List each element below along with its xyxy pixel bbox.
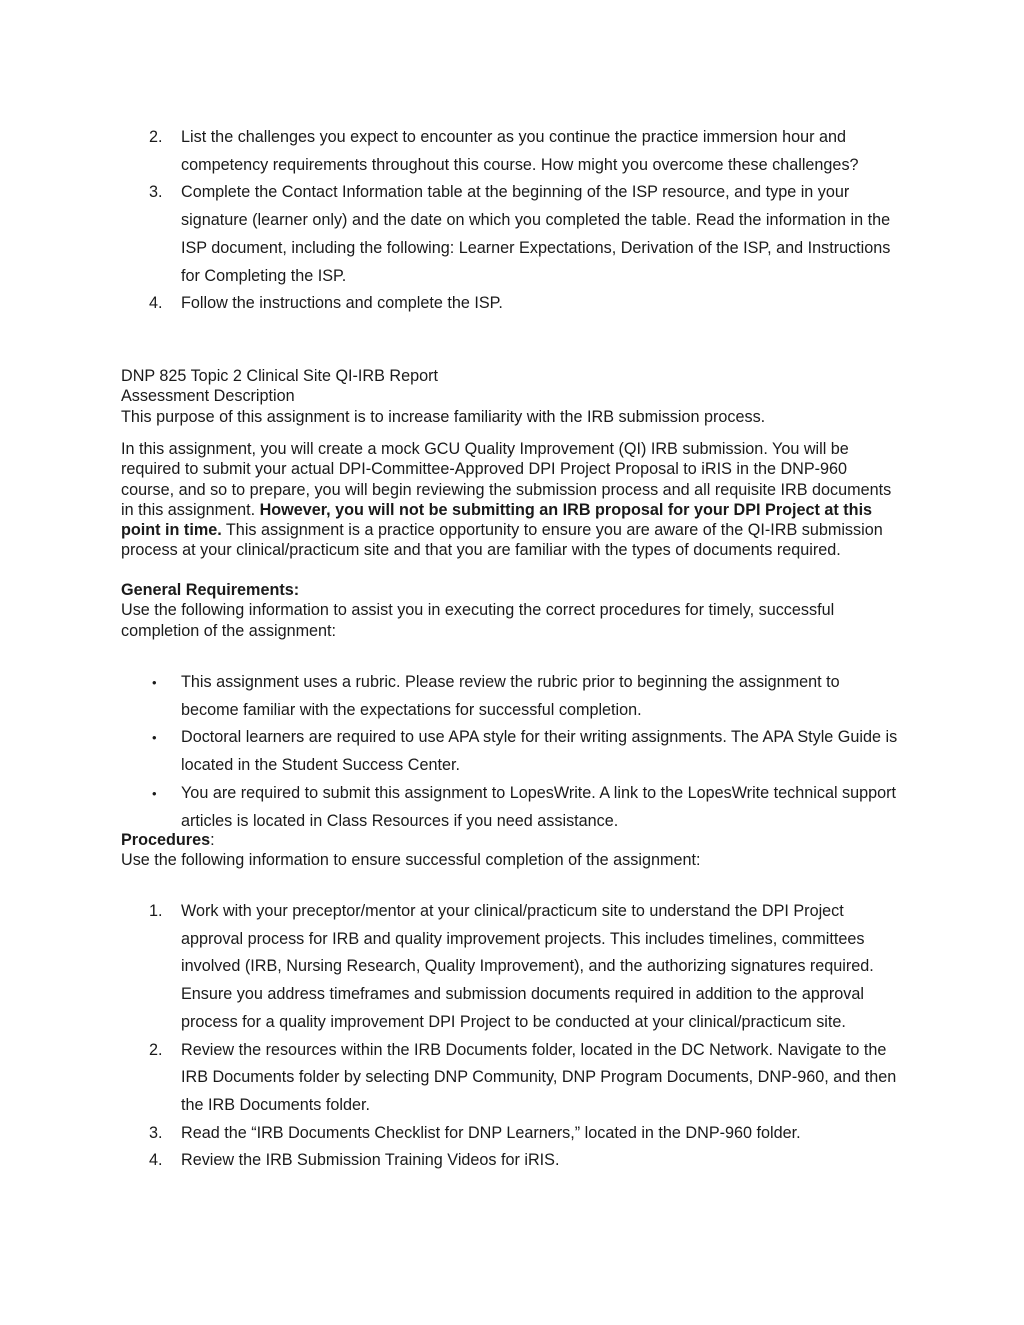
list-item [121, 179, 901, 290]
bullet-text: You are required to submit this assignment to LopesWrite. A link to the LopesWrite technical support articles is located in Class Resources if you need assistance. [181, 783, 897, 830]
intro-paragraph [121, 439, 901, 561]
list-item [121, 1147, 901, 1175]
list-number: 4. [149, 1151, 163, 1170]
list-item-text: Review the resources within the IRB Documents folder, located in the DC Network. Navigate to the IRB Documents folder by selecting DNP Community, DNP Program Documents, DNP-960, and then the IRB Documents folder. [181, 1040, 897, 1114]
list-item [121, 124, 901, 179]
list-item [121, 898, 901, 1037]
procedures-numbered-list [121, 898, 901, 1175]
bullet-icon: • [152, 675, 157, 690]
list-number: 3. [149, 183, 163, 202]
list-item-text: Follow the instructions and complete the ISP. [181, 294, 503, 313]
list-item [121, 290, 901, 318]
bullet-text: This assignment uses a rubric. Please review the rubric prior to beginning the assignment to become familiar with the expectations for successful completion. [181, 673, 840, 719]
list-number: 2. [149, 1040, 163, 1059]
list-number: 1. [149, 902, 163, 920]
intro-bold-text: However, you will not be submitting an IRB proposal for your DPI Project at this point in time. [121, 500, 873, 540]
top-numbered-list [121, 124, 901, 318]
list-item [121, 1037, 901, 1120]
procedures-heading-line [121, 830, 901, 850]
assignment-subtitle: Assessment Description [121, 387, 295, 406]
assignment-purpose: This purpose of this assignment is to increase familiarity with the IRB submission process. [121, 407, 766, 426]
list-number: 2. [149, 128, 163, 146]
list-number: 3. [149, 1123, 163, 1142]
list-item-text: List the challenges you expect to encounter as you continue the practice immersion hour and competency requirements throughout this course. How might you overcome these challenges? [181, 128, 859, 174]
assignment-header [121, 366, 901, 427]
list-item-text: Read the “IRB Documents Checklist for DNP Learners,” located in the DNP-960 folder. [181, 1123, 801, 1142]
assignment-title: DNP 825 Topic 2 Clinical Site QI-IRB Report [121, 367, 438, 385]
procedures-section [121, 830, 901, 871]
bullet-icon: • [152, 785, 157, 801]
requirements-bullet-list [121, 669, 901, 835]
procedures-colon: : [210, 831, 215, 849]
bullet-text: Doctoral learners are required to use APA style for their writing assignments. The APA Style Guide is located in the Student Success Center. [181, 728, 898, 775]
bullet-item [121, 724, 901, 779]
intro-text-part1: In this assignment, you will create a mock GCU Quality Improvement (QI) IRB submission. You will be required to submit your actual DPI-Committee-Approved DPI Project Proposal to iRIS in the DNP-960 course, and so to prepare, you will begin reviewing the submission process and all requisite IRB documents in this assignment. [121, 440, 892, 519]
list-item-text: Work with your preceptor/mentor at your clinical/practicum site to understand the DPI Project approval process for IRB and quality improvement projects. This includes timelines, committees involved (IRB, Nursing Research, Quality Improvement), and the authorizing signatures required. Ensure you address timeframes and submission documents required in addition to the approval process for a quality improvement DPI Project to be conducted at your clinical/practicum site. [181, 902, 874, 1031]
general-requirements-text: Use the following information to assist you in executing the correct procedures for timely, successful completion of the assignment: [121, 601, 835, 640]
general-requirements-section [121, 580, 901, 641]
intro-text-part2: This assignment is a practice opportunity to ensure you are aware of the QI-IRB submission process at your clinical/practicum site and that you are familiar with the types of documents required. [121, 521, 883, 560]
bullet-item [121, 780, 901, 835]
procedures-heading: Procedures [121, 831, 211, 849]
list-number: 4. [149, 294, 163, 313]
bullet-item [121, 669, 901, 724]
list-item-text: Review the IRB Submission Training Videos for iRIS. [181, 1151, 560, 1170]
list-item-text: Complete the Contact Information table at the beginning of the ISP resource, and type in your signature (learner only) and the date on which you completed the table. Read the information in the ISP document, including the following: Learner Expectations, Derivation of the ISP, and Instructions for Completing the ISP. [181, 183, 891, 285]
bullet-icon: • [152, 730, 157, 746]
list-item [121, 1120, 901, 1148]
general-requirements-heading: General Requirements: [121, 581, 300, 599]
procedures-text: Use the following information to ensure successful completion of the assignment: [121, 851, 701, 870]
